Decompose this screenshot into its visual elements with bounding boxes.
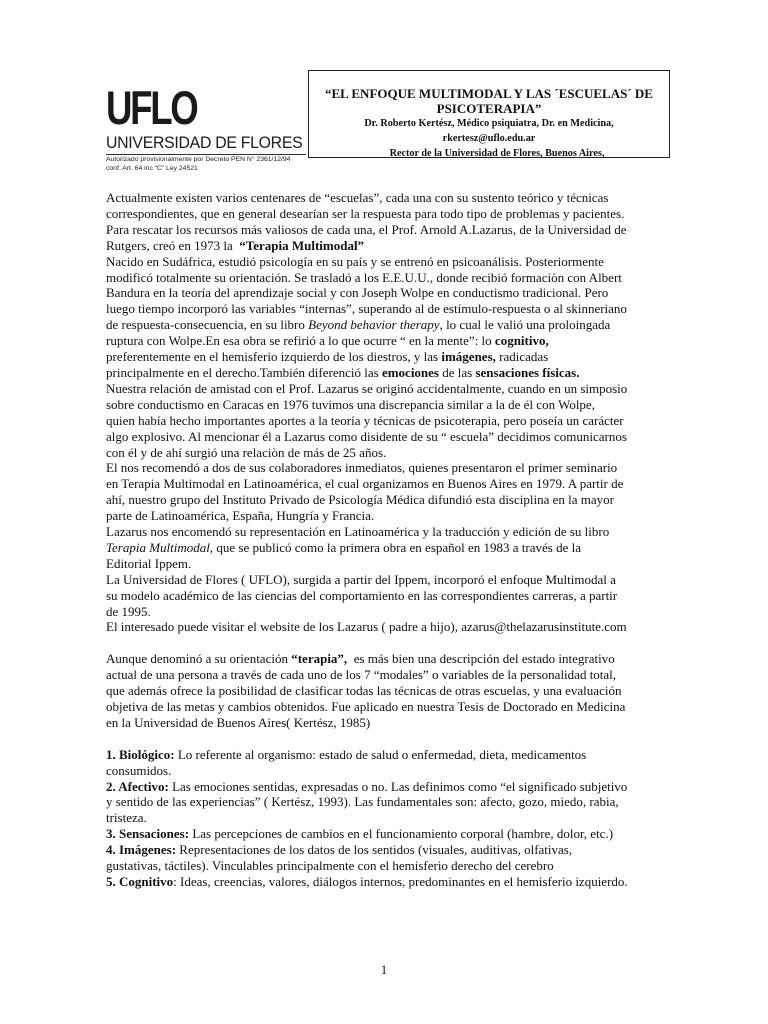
modal-list xyxy=(106,747,668,890)
text-line: modificó totalmente su orientación. Se trasladó a los E.E.U.U., donde recibió formaciòn con Albert xyxy=(106,269,622,285)
paragraph-uflo xyxy=(106,572,668,620)
text-line: parte de Latinoamérica, España, Hungría y Francia. xyxy=(106,508,375,524)
title-box xyxy=(308,70,670,158)
text-line: luego tiempo incorporó las variables “internas”, superando al de estímulo-respuesta o al skinneriano xyxy=(106,301,627,317)
text-line: Editorial Ippem. xyxy=(106,555,192,571)
logo-legal-line-2: conf. Art. 64 inc “C” Ley 24521 xyxy=(106,165,198,172)
text-line: , que se publicó como la primera obra en español en 1983 a través de la xyxy=(209,539,581,555)
text-line: de las xyxy=(439,364,476,380)
text-line: Bandura en la teoría del aprendizaje social y con Joseph Wolpe en conductismo tradicional. Pero xyxy=(106,285,609,301)
paragraph-website xyxy=(106,619,668,635)
list-item-text: tristeza. xyxy=(106,810,147,826)
text-line: objetiva de las metas y cambios obtenidos. Fue aplicado en nuestra Tesis de Doctorado en Medicina xyxy=(106,698,626,714)
paragraph-intro xyxy=(106,190,668,254)
paragraph-gap xyxy=(106,635,668,651)
bold-term: “terapia”, xyxy=(291,651,348,667)
text-line: de 1995. xyxy=(106,603,151,619)
book-title: Beyond behavior therapy xyxy=(308,317,440,333)
text-line: de respuesta-consecuencia, en su libro xyxy=(106,317,309,333)
text-line: en Terapia Multimodal en Latinoamérica, el cual organizamos en Buenos Aires en 1979. A partir de xyxy=(106,476,624,492)
bold-term: cognitivo, xyxy=(494,333,549,349)
logo-university-name: UNIVERSIDAD DE FLORES xyxy=(106,134,303,152)
text-line: Aunque denominó a su orientación xyxy=(106,651,292,667)
text-line: El interesado puede visitar el website de los Lazarus ( padre a hijo), azarus@thelazarusinstitute.com xyxy=(106,619,627,635)
paragraph-biography xyxy=(106,254,668,381)
list-item-label: 3. Sensaciones: xyxy=(106,826,190,842)
list-item-text: Representaciones de los datos de los sentidos (visuales, auditivas, olfativas, xyxy=(176,842,573,858)
text-line: su modelo académico de las ciencias del comportamiento en las correspondientes carreras, a partir xyxy=(106,587,618,603)
text-line: algo explosivo. Al mencionar él a Lazarus como disidente de su “ escuela” decidimos comunicarnos xyxy=(106,428,627,444)
paragraph-seminar xyxy=(106,460,668,524)
page-number: 1 xyxy=(380,962,388,977)
list-item-text: Lo referente al organismo: estado de salud o enfermedad, dieta, medicamentos xyxy=(174,746,587,762)
document-title-line-1: “EL ENFOQUE MULTIMODAL Y LAS ´ESCUELAS´ DE xyxy=(325,86,653,101)
bold-term: sensaciones físicas. xyxy=(475,364,580,380)
text-line: preferentemente en el hemisferio izquierdo de los diestros, y las xyxy=(106,349,442,365)
list-item-text: y sentido de las experiencias” ( Kertész, 1993). Las fundamentales son: afecto, gozo, miedo, rabia, xyxy=(106,794,619,810)
text-line: La Universidad de Flores ( UFLO), surgida a partir del Ippem, incorporó el enfoque Multimodal a xyxy=(106,571,616,587)
text-line: Actualmente existen varios centenares de “escuelas”, cada una con su sustento teórico y técnicas xyxy=(106,190,609,205)
paragraph-friendship xyxy=(106,381,668,461)
text-line: sobre conductismo en Caracas en 1976 tuvimos una discrepancia similar a la de él con Wolpe, xyxy=(106,396,595,412)
text-line: Para rescatar los recursos más valiosos de cada una, el Prof. Arnold A.Lazarus, de la Universidad de xyxy=(106,221,627,237)
list-item-label: 5. Cognitivo xyxy=(106,873,174,889)
list-item-text: Las emociones sentidas, expresadas o no. Las definimos como “el significado subjetivo xyxy=(168,778,628,794)
list-item-text: Las percepciones de cambios en el funcionamiento corporal (hambre, dolor, etc.) xyxy=(189,826,614,842)
paragraph-translation xyxy=(106,524,668,572)
text-line: radicadas xyxy=(495,349,549,365)
bold-term: emociones xyxy=(381,364,439,380)
text-line: Nacido en Sudáfrica, estudió psicología en su país y se entrenó en psicoanálisis. Posteriormente xyxy=(106,253,604,269)
text-line: ruptura con Wolpe.En esa obra se refirió a lo que ocurre “ en la mente”: lo xyxy=(106,333,495,349)
bold-term: “Terapia Multimodal” xyxy=(239,237,365,253)
document-body xyxy=(106,190,668,890)
text-line: Lazarus nos encomendó su representación en Latinoamérica y la traducción y edición de su libro xyxy=(106,524,610,540)
text-line: Rutgers, creó en 1973 la xyxy=(106,237,240,253)
text-line: correspondientes, que en general desearían ser la respuesta para todo tipo de problemas y pacientes. xyxy=(106,205,625,221)
logo-mark: UFLO xyxy=(106,81,197,134)
university-logo xyxy=(106,81,316,173)
text-line: es más bien una descripción del estado integrativo xyxy=(347,651,615,667)
paragraph-gap xyxy=(106,731,668,747)
author-affiliation: Rector de la Universidad de Flores, Buenos Aires, xyxy=(389,148,605,159)
text-line: ahí, nuestro grupo del Instituto Privado de Psicología Médica difundió esta disciplina en la mayor xyxy=(106,492,614,508)
text-line: que además ofrece la posibilidad de clasificar todas las técnicas de otras escuelas, y una evaluación xyxy=(106,683,622,699)
list-item-label: 2. Afectivo: xyxy=(106,778,169,794)
list-item-label: 4. Imágenes: xyxy=(106,842,177,858)
text-line: , lo cual le valió una proloingada xyxy=(439,317,611,333)
book-title: Terapia Multimodal xyxy=(106,539,210,555)
logo-divider xyxy=(106,154,306,155)
list-item-label: 1. Biológico: xyxy=(106,746,175,762)
text-line: El nos recomendó a dos de sus colaboradores inmediatos, quienes presentaron el primer seminario xyxy=(106,460,618,476)
text-line: actual de una persona a través de cada uno de los 7 “modales” o variables de la personalidad total, xyxy=(106,667,617,683)
author-line: Dr. Roberto Kertész, Médico psiquiatra, Dr. en Medicina, xyxy=(364,118,614,129)
text-line: principalmente en el derecho.También diferenció las xyxy=(106,364,382,380)
list-item-text: gustativas, táctiles). Vinculables principalmente con el hemisferio derecho del cerebro xyxy=(106,858,554,874)
text-line: con él y de ahí surgió una relaciòn de más de 25 años. xyxy=(106,444,387,460)
text-line: Nuestra relación de amistad con el Prof. Lazarus se originó accidentalmente, cuando en un simposio xyxy=(106,380,628,396)
bold-term: imágenes, xyxy=(441,349,496,365)
text-line: en la Universidad de Buenos Aires( Kertész, 1985) xyxy=(106,714,371,730)
list-item-text: : Ideas, creencias, valores, diálogos internos, predominantes en el hemisferio izquierdo. xyxy=(173,873,628,889)
list-item-text: consumidos. xyxy=(106,762,172,778)
logo-legal-line-1: Autorizado provisionalmente por Decreto PEN N° 2361/12/94 xyxy=(106,156,291,163)
document-title-line-2: PSICOTERAPIA” xyxy=(436,101,542,116)
author-email: rkertesz@uflo.edu.ar xyxy=(442,133,536,144)
text-line: quien había hecho importantes aportes a la teoría y técnicas de psicoterapia, pero poseía un carácter xyxy=(106,412,624,428)
paragraph-terapia xyxy=(106,651,668,731)
